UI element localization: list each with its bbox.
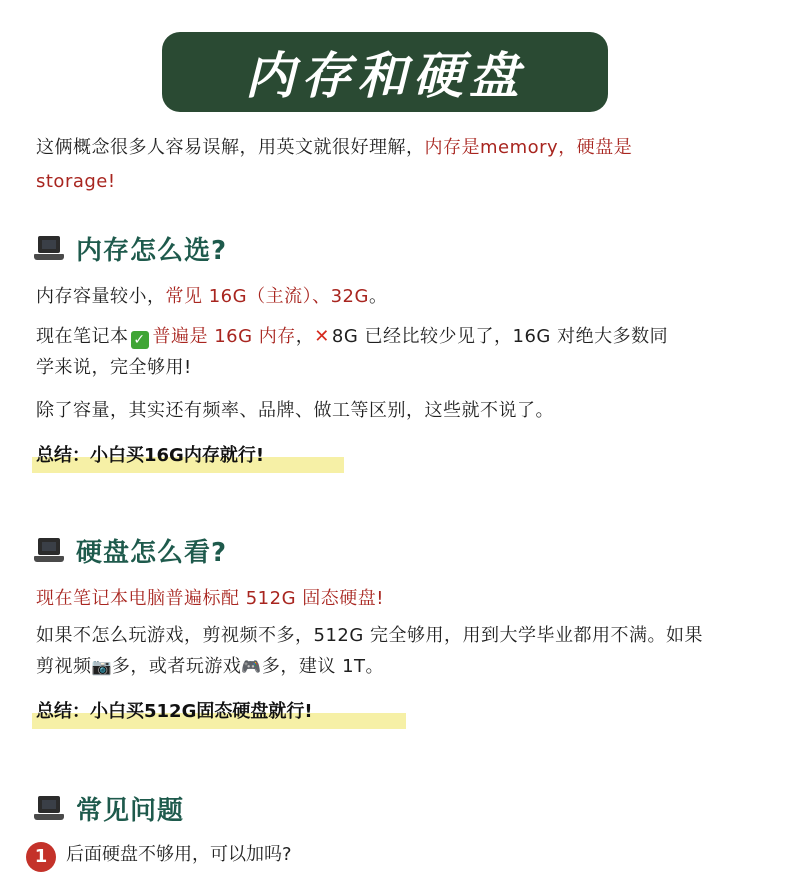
question-number-badge: 1 xyxy=(26,842,56,872)
section-heading-faq xyxy=(34,790,184,827)
title-banner xyxy=(162,32,608,112)
intro-line-1 xyxy=(36,132,632,164)
camera-icon: 📷 xyxy=(91,657,112,676)
memory-summary xyxy=(32,441,344,475)
gamepad-icon: 🎮 xyxy=(241,657,262,676)
cross-mark-icon: ✕ xyxy=(314,326,330,347)
storage-p2-b: 多，或者玩游戏 xyxy=(111,656,242,677)
intro-highlight: 内存是memory，硬盘是 xyxy=(424,137,633,158)
memory-summary-text: 总结：小白买16G内存就行! xyxy=(36,445,265,466)
memory-heading-text: 内存怎么选? xyxy=(76,236,228,266)
storage-heading-text: 硬盘怎么看? xyxy=(76,538,228,568)
memory-p2-rest: 8G 已经比较少见了，16G 对绝大多数同 xyxy=(331,326,669,347)
memory-paragraph-1 xyxy=(36,281,387,313)
storage-paragraph-2-line-2 xyxy=(36,651,384,683)
laptop-icon xyxy=(34,796,64,822)
laptop-icon xyxy=(34,236,64,262)
memory-paragraph-2-line-2: 学来说，完全够用! xyxy=(36,357,192,378)
section-heading-memory xyxy=(34,230,227,267)
intro-text: 这俩概念很多人容易误解，用英文就很好理解， xyxy=(36,137,425,158)
faq-heading-text: 常见问题 xyxy=(76,796,185,826)
intro-line-2: storage! xyxy=(36,171,116,192)
laptop-icon xyxy=(34,538,64,564)
storage-paragraph-2: 如果不怎么玩游戏，剪视频不多，512G 完全够用，用到大学毕业都用不满。如果 xyxy=(36,625,704,646)
memory-p1-end: 。 xyxy=(368,286,388,307)
page-title: 内存和硬盘 xyxy=(245,47,525,105)
memory-p2-start: 现在笔记本 xyxy=(36,326,129,347)
faq-question-1: 后面硬盘不够用，可以加吗? xyxy=(66,844,292,865)
storage-p2-a: 剪视频 xyxy=(36,656,92,677)
memory-p2-highlight: 普遍是 16G 内存 xyxy=(152,326,296,347)
memory-p1-text: 内存容量较小， xyxy=(36,286,166,307)
memory-paragraph-2 xyxy=(36,321,668,353)
storage-summary xyxy=(32,697,406,731)
memory-p1-highlight: 常见 16G（主流）、32G xyxy=(165,286,369,307)
memory-p2-mid: ， xyxy=(295,326,315,347)
memory-paragraph-3: 除了容量，其实还有频率、品牌、做工等区别，这些就不说了。 xyxy=(36,400,554,421)
storage-p2-c: 多，建议 1T。 xyxy=(261,656,385,677)
check-mark-icon: ✓ xyxy=(131,331,149,349)
section-heading-storage xyxy=(34,532,227,569)
storage-paragraph-1: 现在笔记本电脑普遍标配 512G 固态硬盘! xyxy=(36,588,384,609)
storage-summary-text: 总结：小白买512G固态硬盘就行! xyxy=(36,701,313,722)
